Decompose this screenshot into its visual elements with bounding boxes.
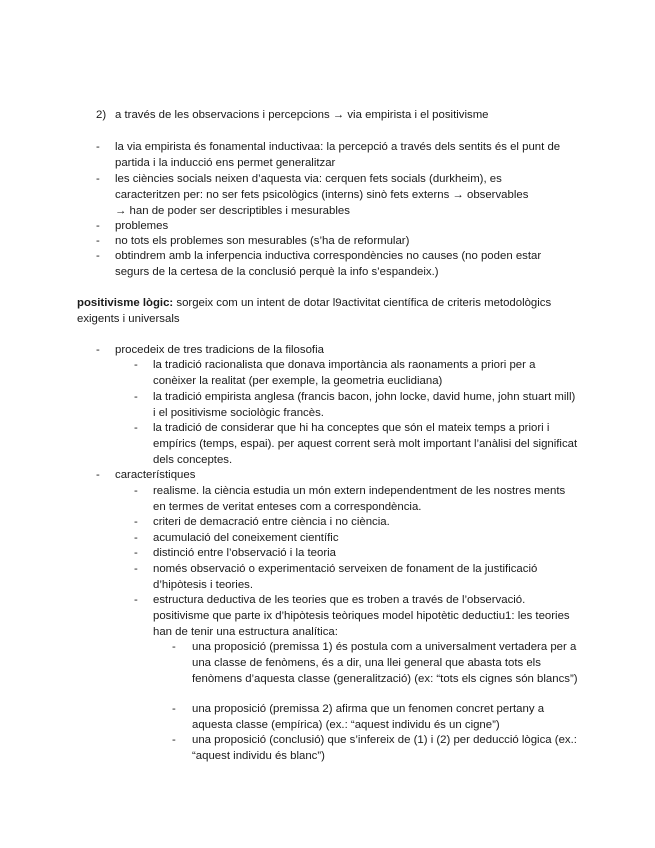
bullet-dash: - [134, 547, 138, 559]
sublist-item: realisme. la ciència estudia un món extern independentment de les nostres ments en termes de veritat enteses com a correspondència. [153, 485, 566, 513]
bullet-dash: - [96, 469, 100, 481]
list-item: la via empirista és fonamental inductivaa: la percepció a través dels sentits és el punt de partida i la inducció ens permet generalitzar [115, 141, 561, 169]
subsublist-item: una proposició (premissa 1) és postula com a universalment vertadera per a una classe de fenòmens, és a dir, una llei general que abasta tots els fenòmens d’aquesta classe (generalització) (ex: “tots els cignes són blancs”) [192, 641, 578, 685]
bullet-dash: - [96, 173, 100, 185]
list-number: 2) [96, 109, 107, 121]
subsublist-item: una proposició (premissa 2) afirma que un fenomen concret pertany a aquesta classe (empírica) (ex.: “aquest individu és un cigne”) [192, 703, 545, 731]
sublist-item: estructura deductiva de les teories que es troben a través de l’observació. positivisme que parte ix d’hipòtesis teòriques model hipotètic deductiu1: les teories han de tenir una estructura analítica: [153, 594, 570, 638]
bullet-dash: - [96, 235, 100, 247]
bullet-dash: - [172, 703, 176, 715]
bullet-dash: - [134, 516, 138, 528]
bullet-dash: - [134, 359, 138, 371]
bullet-dash: - [96, 220, 100, 232]
sublist-item: la tradició empirista anglesa (francis bacon, john locke, david hume, john stuart mill) i el positivisme sociològic francès. [153, 391, 576, 419]
numbered-item-text: a través de les observacions i percepcions → via empirista i el positivisme [115, 109, 489, 121]
bullet-dash: - [134, 594, 138, 606]
sublist-item: criteri de demacració entre ciència i no ciència. [153, 516, 390, 528]
bullet-dash: - [172, 734, 176, 746]
bullet-dash: - [96, 250, 100, 262]
bullet-dash: - [134, 532, 138, 544]
list-item-caracteristiques: característiques [115, 469, 196, 481]
bullet-dash: - [172, 641, 176, 653]
list-item-procedeix: procedeix de tres tradicions de la filosofia [115, 344, 324, 356]
sublist-item: acumulació del coneixement científic [153, 532, 339, 544]
paragraph-text: sorgeix com un intent de dotar l9activitat científica de criteris metodològics exigents i universals [77, 297, 552, 325]
bullet-dash: - [134, 485, 138, 497]
term-heading: positivisme lògic: [77, 297, 174, 309]
bullet-dash: - [96, 344, 100, 356]
list-item: problemes [115, 220, 169, 232]
sublist-item: la tradició de considerar que hi ha conceptes que són el mateix temps a priori i empírics (temps, espai). per aquest corrent serà molt important l’anàlisi del significat dels conceptes. [153, 422, 578, 466]
bullet-dash: - [134, 391, 138, 403]
bullet-dash: - [134, 563, 138, 575]
list-item: no tots els problemes son mesurables (s’ha de reformular) [115, 235, 410, 247]
bullet-dash: - [96, 141, 100, 153]
subsublist-item: una proposició (conclusió) que s’infereix de (1) i (2) per deducció lògica (ex.: “aquest individu és blanc”) [192, 734, 577, 762]
sublist-item: només observació o experimentació serveixen de fonament de la justificació d’hipòtesis i teories. [153, 563, 538, 591]
list-item: obtindrem amb la inferpencia inductiva correspondències no causes (no poden estar segurs de la certesa de la conclusió perquè la info s’espandeix.) [115, 250, 542, 278]
bullet-dash: - [134, 422, 138, 434]
list-item: les ciències socials neixen d’aquesta via: cerquen fets socials (durkheim), es caracteritzen per: no ser fets psicològics (interns) sinò fets externs → observables → han de poder ser descriptibles i mesurables [115, 173, 529, 217]
positivisme-paragraph [77, 295, 577, 327]
sublist-item: la tradició racionalista que donava importància als raonaments a priori per a conèixer la realitat (per exemple, la geometria euclidiana) [153, 359, 536, 387]
sublist-item: distinció entre l’observació i la teoria [153, 547, 336, 559]
